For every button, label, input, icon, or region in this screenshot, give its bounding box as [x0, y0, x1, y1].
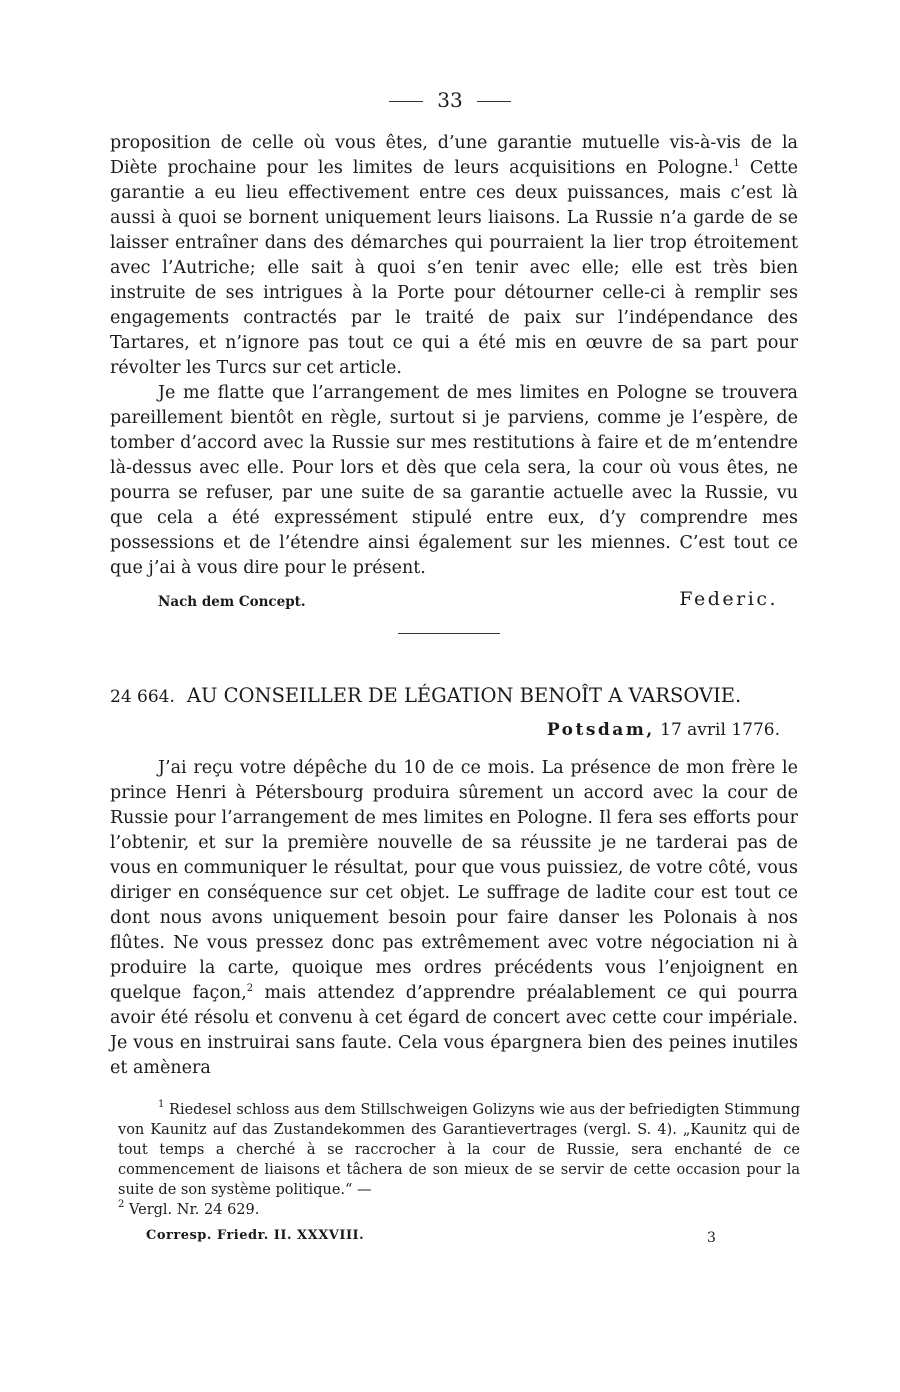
paragraph: proposition de celle où vous êtes, d’une garantie mutuelle vis-à-vis de la Diète prochaine pour les limites de leurs acquisitions en Pologne.$^1$ Cette garantie a eu lieu effectivement entre ces deux puissances, mais c’est là aussi à quoi se bornent uniquement leurs liaisons. La Russie n’a garde de se laisser entraîner dans des démarches qui pourraient la lier trop étroitement avec l’Autriche; elle sait à quoi s’en tenir avec elle; elle est très bien instruite de ses intrigues à la Porte pour détourner celle-ci à remplir ses engagements contractés par le traité de paix sur l’indépendance des Tartares, et n’ignore pas tout ce qui a été mis en œuvre de sa part pour révolter les Turcs sur cet article. [110, 133, 798, 378]
paragraph: Je me flatte que l’arrangement de mes limites en Pologne se trouvera pareillement bientôt en règle, surtout si je parviens, comme je l’espère, de tomber d’accord avec la Russie sur mes restitutions à faire et de m’entendre là-dessus avec elle. Pour lors et dès que cela sera, la cour où vous êtes, ne pourra se refuser, par une suite de sa garantie actuelle avec la Russie, vu que cela a été expressément stipulé entre eux, d’y comprendre mes possessions et de l’étendre ainsi également sur les miennes. C’est tout ce que j’ai à vous dire pour le présent. [110, 383, 798, 578]
document-number: 24 664. [110, 687, 175, 707]
place: Potsdam, [546, 720, 655, 740]
paragraph: J’ai reçu votre dépêche du 10 de ce mois. La présence de mon frère le prince Henri à Pétersbourg produira sûrement un accord avec la cour de Russie pour l’arrangement de mes limites en Pologne. Il fera ses efforts pour l’obtenir, et sur la première nouvelle de sa réussite je ne tarderai pas de vous en communiquer le résultat, pour que vous puissiez, de votre côté, vous diriger en conséquence sur cet objet. Le suffrage de ladite cour est tout ce dont nous avons uniquement besoin pour faire danser les Polonais à nos flûtes. Ne vous pressez donc pas extrêmement avec votre négociation ni à produire la carte, quoique mes ordres précédents vous l’enjoignent en quelque façon,$^2$ mais attendez d’apprendre préalablement ce qui pourra avoir été résolu et convenu à cet égard de concert avec cette cour impériale. Je vous en instruirai sans faute. Cela vous épargnera bien des peines inutiles et amènera [110, 758, 798, 1078]
document-title: AU CONSEILLER DE LÉGATION BENOÎT A VARSOVIE. [186, 684, 742, 707]
page-header [0, 88, 900, 112]
letter-body-continued [110, 131, 798, 581]
header-dash-left [389, 101, 423, 102]
footnote: $^2$ Vergl. Nr. 24 629. [118, 1199, 260, 1218]
page-number: 33 [437, 88, 463, 112]
section-divider [398, 633, 500, 634]
source-note: Nach dem Concept. [158, 594, 306, 610]
header-dash-right [477, 101, 511, 102]
signature-mark: 3 [707, 1230, 716, 1246]
letter-body [110, 756, 798, 1081]
footnote-ref: 2 [246, 983, 254, 994]
dateline [547, 720, 780, 740]
footnote: $^1$ Riedesel schloss aus dem Stillschweigen Golizyns wie aus der befriedigten Stimmung von Kaunitz auf das Zustandekommen des Garantievertrages (vergl. S. 4). „Kaunitz qui de tout temps a cherché à se raccrocher à la cour de Russie, sera enchanté de ce commencement de liaisons et tâchera de son mieux de se servir de cette occasion pour la suite de son système politique.“ — [118, 1099, 800, 1198]
footnote-ref: 1 [733, 158, 740, 169]
signature-row [158, 588, 778, 614]
document-heading [110, 684, 798, 707]
footer-citation: Corresp. Friedr. II. XXXVIII. [146, 1228, 365, 1243]
date: 17 avril 1776. [660, 720, 780, 740]
footnotes [118, 1100, 800, 1220]
signature: Federic. [679, 588, 778, 610]
